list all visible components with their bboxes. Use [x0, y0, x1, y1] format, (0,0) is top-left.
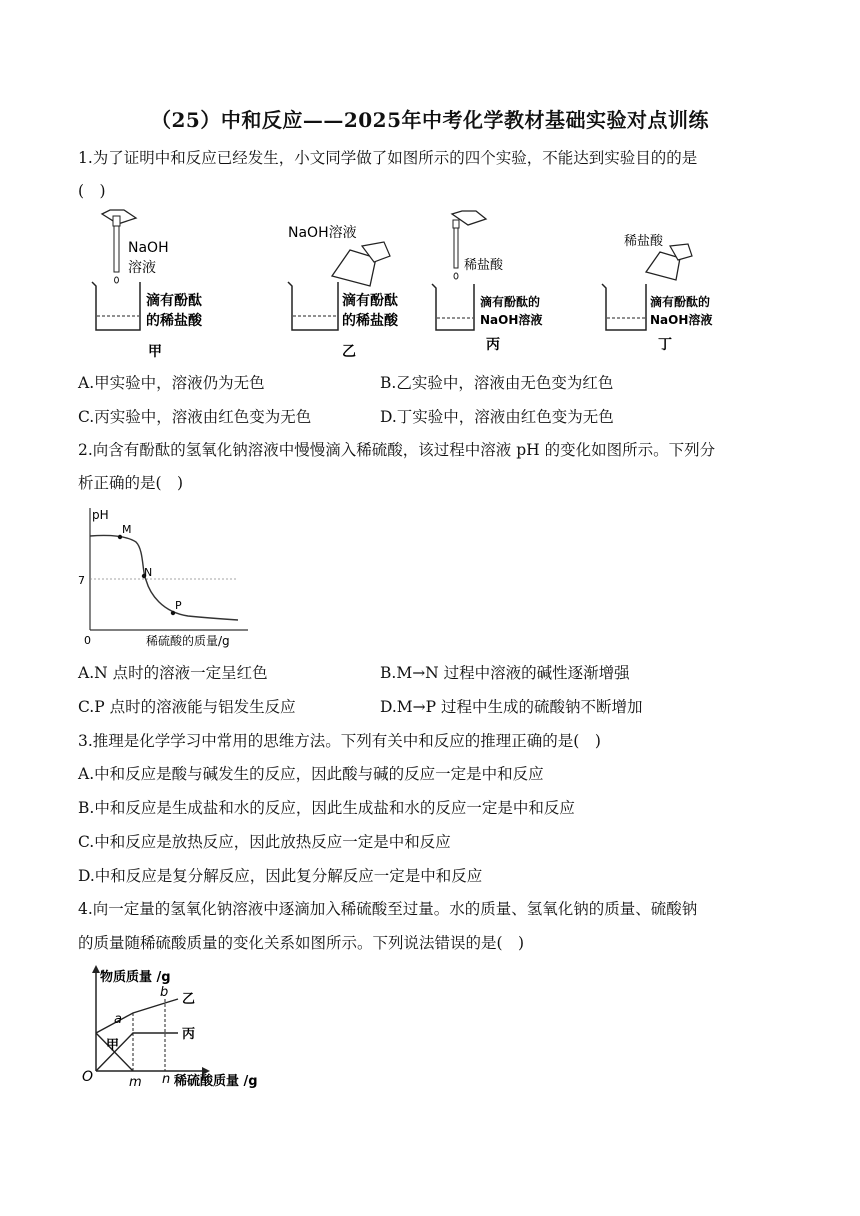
dropper-tube-icon: [454, 228, 458, 268]
y-axis-arrow-icon: [92, 965, 100, 973]
q4-tick-n: n: [162, 1072, 171, 1087]
ding-caption: 丁: [658, 337, 672, 353]
q2-label-p: P: [175, 599, 182, 612]
q1-option-b: B.乙实验中，溶液由无色变为红色: [380, 374, 614, 392]
beaker-icon: [288, 282, 338, 330]
q4-mass-graph: [78, 963, 288, 1093]
beaker-icon: [432, 284, 474, 330]
jia-reagent-label: NaOH: [128, 240, 169, 256]
q4-point-a: a: [114, 1012, 122, 1027]
figure-yi: [288, 224, 399, 360]
q4-origin-label: O: [82, 1069, 94, 1085]
q2-label-m: M: [122, 523, 132, 536]
yi-beaker-label1: 滴有酚酞: [342, 293, 398, 309]
yi-reagent-label: NaOH溶液: [288, 225, 357, 241]
q2-stem-line2: 析正确的是( ): [78, 474, 184, 492]
q4-y-label: 物质质量 /g: [100, 970, 171, 985]
q4-stem-line2: 的质量随稀硫酸质量的变化关系如图所示。下列说法错误的是( ): [78, 934, 525, 952]
jia-reagent-label2: 溶液: [128, 260, 156, 276]
q2-origin-label: 0: [84, 634, 91, 647]
drop-icon: [115, 277, 119, 283]
page-title: （25）中和反应——2025年中考化学教材基础实验对点训练: [151, 108, 709, 132]
figure-jia: [92, 210, 203, 360]
q2-ph-graph: [78, 502, 258, 652]
q2-option-d: D.M→P 过程中生成的硫酸钠不断增加: [380, 698, 643, 716]
bing-reagent-label: 稀盐酸: [464, 258, 504, 273]
q4-point-b: b: [160, 985, 169, 1000]
ding-beaker-label1: 滴有酚酞的: [650, 295, 711, 309]
q3-option-c: C.中和反应是放热反应，因此放热反应一定是中和反应: [78, 833, 451, 851]
q4-tick-m: m: [129, 1075, 142, 1090]
drop-icon: [454, 273, 458, 279]
q1-option-a: A.甲实验中，溶液仍为无色: [78, 374, 265, 392]
beaker-icon: [92, 282, 140, 330]
q3-option-b: B.中和反应是生成盐和水的反应，因此生成盐和水的反应一定是中和反应: [78, 799, 575, 817]
q2-ytick-7: 7: [78, 574, 85, 587]
jia-beaker-label1: 滴有酚酞: [146, 293, 202, 309]
q2-label-n: N: [144, 566, 153, 579]
q4-label-yi: 乙: [182, 992, 196, 1007]
yi-beaker-label2: 的稀盐酸: [342, 313, 398, 329]
bing-beaker-label1: 滴有酚酞的: [480, 295, 541, 309]
q1-experiment-figure: [80, 206, 740, 366]
jia-caption: 甲: [148, 344, 162, 360]
q2-option-a: A.N 点时的溶液一定呈红色: [78, 664, 268, 682]
q4-x-label: 稀硫酸质量 /g: [174, 1074, 258, 1089]
q2-option-b: B.M→N 过程中溶液的碱性逐渐增强: [380, 664, 630, 682]
q4-label-jia: 甲: [106, 1038, 120, 1053]
yi-caption: 乙: [342, 344, 356, 360]
reagent-bottle-icon: [646, 252, 680, 280]
beaker-icon: [602, 284, 646, 330]
q2-option-c: C.P 点时的溶液能与铝发生反应: [78, 698, 296, 716]
q1-option-c: C.丙实验中，溶液由红色变为无色: [78, 408, 312, 426]
jia-beaker-label2: 的稀盐酸: [146, 313, 202, 329]
q3-option-d: D.中和反应是复分解反应，因此复分解反应一定是中和反应: [78, 867, 483, 885]
q1-stem-line1: 1.为了证明中和反应已经发生，小文同学做了如图所示的四个实验，不能达到实验目的的是: [78, 149, 698, 167]
ph-curve: [90, 535, 238, 620]
curve-yi: [96, 999, 178, 1033]
ding-beaker-label2: NaOH溶液: [650, 313, 713, 327]
q2-x-label: 稀硫酸的质量/g: [146, 634, 230, 648]
q4-label-bing: 丙: [182, 1027, 196, 1042]
figure-bing: [432, 211, 542, 353]
q3-stem: 3.推理是化学学习中常用的思维方法。下列有关中和反应的推理正确的是( ): [78, 732, 601, 750]
dropper-tube-icon: [114, 226, 119, 272]
q2-y-label: pH: [92, 508, 109, 522]
dropper-bulb-icon: [453, 220, 459, 228]
figure-ding: [602, 233, 712, 353]
q3-option-a: A.中和反应是酸与碱发生的反应，因此酸与碱的反应一定是中和反应: [78, 765, 544, 783]
bing-caption: 丙: [486, 337, 500, 353]
ding-reagent-label: 稀盐酸: [624, 234, 664, 249]
q1-stem-line2: ( ): [78, 182, 106, 200]
q1-option-d: D.丁实验中，溶液由红色变为无色: [380, 408, 614, 426]
dropper-bulb-icon: [113, 216, 120, 226]
q4-stem-line1: 4.向一定量的氢氧化钠溶液中逐滴加入稀硫酸至过量。水的质量、氢氧化钠的质量、硫酸钠: [78, 900, 698, 918]
bing-beaker-label2: NaOH溶液: [480, 313, 543, 327]
q2-stem-line1: 2.向含有酚酞的氢氧化钠溶液中慢慢滴入稀硫酸，该过程中溶液 pH 的变化如图所示。下列分: [78, 441, 716, 459]
